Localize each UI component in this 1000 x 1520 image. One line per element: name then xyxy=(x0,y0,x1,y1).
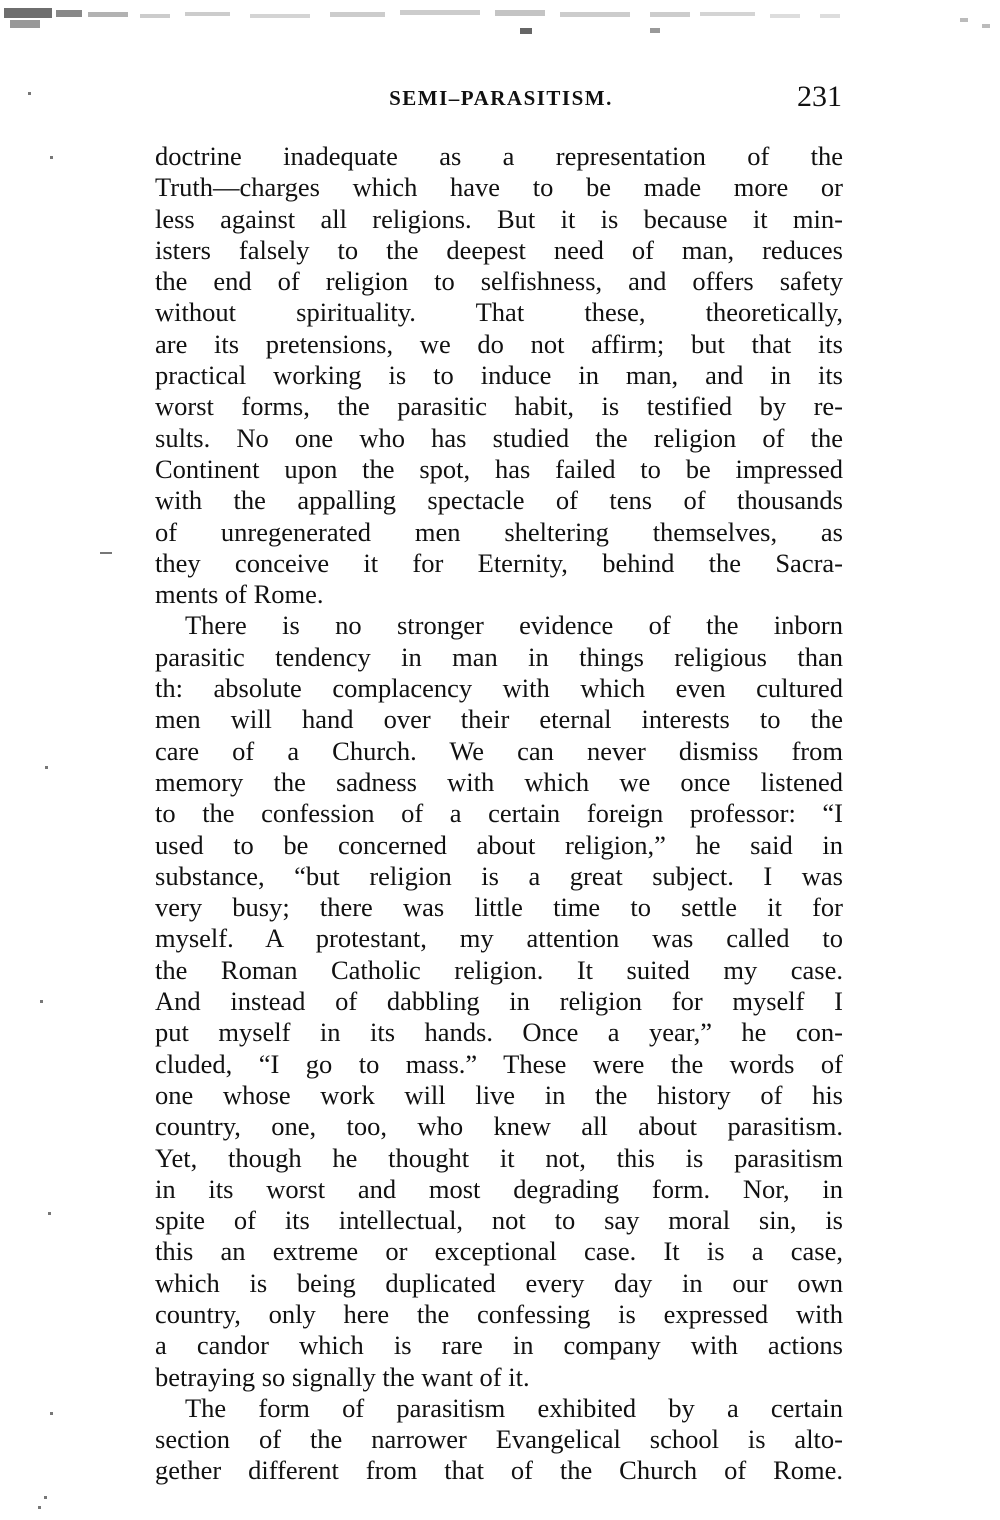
running-title xyxy=(156,86,846,111)
paragraph-last-line: ments of Rome. xyxy=(155,579,324,610)
paragraph-first-line: There is no stronger evidence of the inborn xyxy=(185,610,843,641)
scan-artifact-left-margin xyxy=(0,60,140,1520)
text-line: practical working is to induce in man, and in its xyxy=(155,360,843,391)
text-line: without spirituality. That these, theoretically, xyxy=(155,297,843,328)
text-line: in its worst and most degrading form. Nor, in xyxy=(155,1173,843,1204)
text-line: th: absolute complacency with which even cultured xyxy=(155,673,843,704)
text-line: doctrine inadequate as a representation of the xyxy=(155,141,843,171)
text-line: isters falsely to the deepest need of man, reduces xyxy=(155,234,843,265)
text-line: Truth—charges which have to be made more or xyxy=(155,172,843,203)
text-line: used to be concerned about religion,” he said in xyxy=(155,829,843,860)
text-line: one whose work will live in the history of his xyxy=(155,1079,843,1110)
text-line: memory the sadness with which we once listened xyxy=(155,766,843,797)
text-line: very busy; there was little time to settle it for xyxy=(155,892,843,923)
text-line: to the confession of a certain foreign professor: “I xyxy=(155,798,843,829)
running-title-text: SEMI–PARASITISM. xyxy=(389,86,613,110)
text-line: section of the narrower Evangelical school is alto- xyxy=(155,1424,843,1455)
text-line: the end of religion to selfishness, and offers safety xyxy=(155,266,843,297)
text-line: this an extreme or exceptional case. It is a case, xyxy=(155,1236,843,1267)
text-line: worst forms, the parasitic habit, is testified by re- xyxy=(155,391,843,422)
text-line: sults. No one who has studied the religion of the xyxy=(155,422,843,453)
text-line: of unregenerated men sheltering themselves, as xyxy=(155,516,843,547)
scan-artifact-top xyxy=(0,0,1000,46)
body-text xyxy=(155,141,843,1487)
text-line: gether different from that of the Church of Rome. xyxy=(155,1455,843,1486)
text-line: country, only here the confessing is expressed with xyxy=(155,1298,843,1329)
text-line: they conceive it for Eternity, behind the Sacra- xyxy=(155,547,843,578)
paragraph-last-line: betraying so signally the want of it. xyxy=(155,1361,530,1392)
text-line: men will hand over their eternal interests to the xyxy=(155,704,843,735)
text-line: the Roman Catholic religion. It suited my case. xyxy=(155,954,843,985)
text-line: a candor which is rare in company with actions xyxy=(155,1330,843,1361)
text-line: country, one, too, who knew all about parasitism. xyxy=(155,1111,843,1142)
text-line: put myself in its hands. Once a year,” he con- xyxy=(155,1017,843,1048)
text-line: less against all religions. But it is because it min- xyxy=(155,203,843,234)
text-line: are its pretensions, we do not affirm; but that its xyxy=(155,328,843,359)
text-line: care of a Church. We can never dismiss from xyxy=(155,735,843,766)
paragraph-first-line: The form of parasitism exhibited by a certain xyxy=(185,1392,843,1423)
text-line: which is being duplicated every day in our own xyxy=(155,1267,843,1298)
text-line: parasitic tendency in man in things religious than xyxy=(155,641,843,672)
text-line: substance, “but religion is a great subject. I was xyxy=(155,860,843,891)
text-line: cluded, “I go to mass.” These were the words of xyxy=(155,1048,843,1079)
text-line: myself. A protestant, my attention was called to xyxy=(155,923,843,954)
text-line: Yet, though he thought it not, this is parasitism xyxy=(155,1142,843,1173)
text-line: spite of its intellectual, not to say moral sin, is xyxy=(155,1205,843,1236)
text-line: Continent upon the spot, has failed to be impressed xyxy=(155,453,843,484)
text-line: And instead of dabbling in religion for myself I xyxy=(155,986,843,1017)
page-number: 231 xyxy=(797,80,842,113)
text-line: with the appalling spectacle of tens of thousands xyxy=(155,485,843,516)
running-head xyxy=(156,80,846,120)
